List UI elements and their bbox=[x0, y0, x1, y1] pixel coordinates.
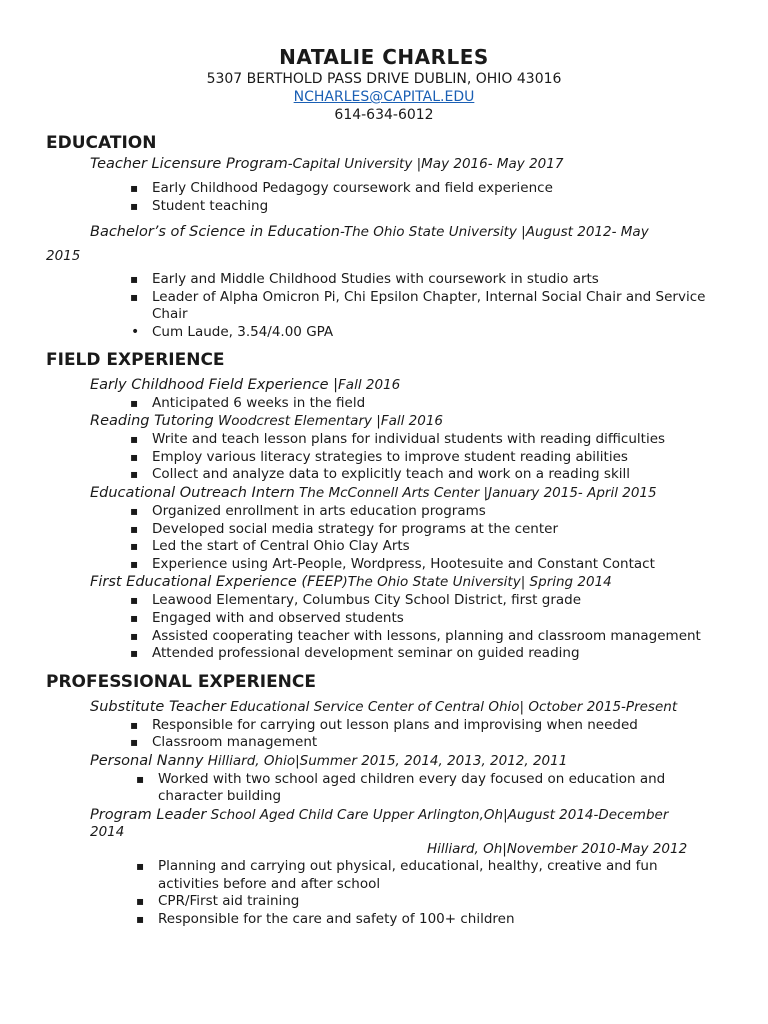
entry-heading bbox=[90, 155, 768, 174]
list-item: ▪ Experience using Art-People, Wordpress, Hootesuite and Constant Contact bbox=[152, 556, 768, 574]
list-item: ▪ Employ various literacy strategies to improve student reading abilities bbox=[152, 449, 768, 467]
entry-detail: The McConnell Arts Center |January 2015- April 2015 bbox=[294, 484, 657, 501]
list-item: ▪ Developed social media strategy for programs at the center bbox=[152, 521, 768, 539]
list-item: ▪ Early and Middle Childhood Studies with coursework in studio arts bbox=[152, 271, 768, 289]
bullet-list bbox=[0, 771, 768, 806]
entry-detail-wrap: 2014 bbox=[90, 824, 125, 841]
email-link[interactable]: NCHARLES@CAPITAL.EDU bbox=[293, 89, 475, 105]
entry-heading bbox=[90, 412, 768, 431]
resume-header bbox=[0, 0, 768, 124]
list-item: ▪ Collect and analyze data to explicitly teach and work on a reading skill bbox=[152, 466, 768, 484]
list-item: ▪ Anticipated 6 weeks in the field bbox=[152, 395, 768, 413]
section-title-education: EDUCATION bbox=[46, 133, 157, 153]
section-title-field-experience: FIELD EXPERIENCE bbox=[46, 349, 225, 370]
list-item: ▪ Organized enrollment in arts education programs bbox=[152, 503, 768, 521]
phone: 614-634-6012 bbox=[334, 107, 434, 123]
list-item: ▪ Worked with two school aged children every day focused on education and character building bbox=[158, 771, 768, 806]
entry-role: Teacher Licensure Program bbox=[90, 156, 288, 172]
section-title-professional-experience: PROFESSIONAL EXPERIENCE bbox=[46, 671, 316, 692]
entry-detail: Educational Service Center of Central Ohio| October 2015-Present bbox=[225, 698, 678, 715]
entry-role: Educational Outreach Intern bbox=[90, 484, 295, 501]
entry-detail: -The Ohio State University |August 2012- May bbox=[339, 224, 649, 241]
entry-heading bbox=[90, 573, 768, 592]
list-item: ▪ Early Childhood Pedagogy coursework and field experience bbox=[152, 180, 768, 198]
list-item: ▪ Assisted cooperating teacher with lessons, planning and classroom management bbox=[152, 628, 768, 646]
entry-detail: Fall 2016 bbox=[338, 376, 401, 393]
list-item: ▪ Engaged with and observed students bbox=[152, 610, 768, 628]
entry-role: Bachelor’s of Science in Education bbox=[90, 224, 340, 241]
entry-heading bbox=[90, 806, 768, 825]
bullet-list bbox=[0, 431, 768, 484]
address: 5307 BERTHOLD PASS DRIVE DUBLIN, OHIO 43016 bbox=[206, 71, 562, 87]
entry-role: Substitute Teacher bbox=[90, 698, 226, 715]
bullet-list bbox=[0, 395, 768, 413]
entry-role: First Educational Experience (FEEP bbox=[90, 574, 343, 591]
bullet-list bbox=[0, 503, 768, 573]
entry-detail-wrap: 2015 bbox=[46, 248, 81, 265]
bullet-list bbox=[0, 717, 768, 752]
bullet-list bbox=[0, 858, 768, 928]
list-item: ▪ CPR/First aid training bbox=[158, 893, 768, 911]
list-item: ▪ Classroom management bbox=[152, 734, 768, 752]
entry-heading bbox=[90, 223, 768, 242]
list-item: ▪ Student teaching bbox=[152, 198, 768, 216]
entry-detail: -Capital University |May 2016- May 2017 bbox=[287, 156, 564, 172]
list-item: ▪ Write and teach lesson plans for individual students with reading difficulties bbox=[152, 431, 768, 449]
entry-heading bbox=[90, 752, 768, 771]
entry-heading bbox=[90, 484, 768, 503]
entry-heading bbox=[90, 376, 768, 395]
list-item: ▪ Leawood Elementary, Columbus City School District, first grade bbox=[152, 592, 768, 610]
entry-detail: Hilliard, Ohio|Summer 2015, 2014, 2013, 2012, 2011 bbox=[203, 752, 568, 769]
list-item: ▪ Leader of Alpha Omicron Pi, Chi Epsilon Chapter, Internal Social Chair and Service Chair bbox=[152, 289, 768, 324]
entry-role: Personal Nanny bbox=[90, 752, 204, 769]
list-item: ▪ Responsible for carrying out lesson plans and improvising when needed bbox=[152, 717, 768, 735]
entry-role: Early Childhood Field Experience | bbox=[90, 376, 339, 393]
candidate-name: NATALIE CHARLES bbox=[279, 45, 489, 69]
list-item: ▪ Led the start of Central Ohio Clay Arts bbox=[152, 538, 768, 556]
list-item: ▪ Responsible for the care and safety of 100+ children bbox=[158, 911, 768, 929]
entry-detail-right: Hilliard, Oh|November 2010-May 2012 bbox=[427, 841, 688, 858]
entry-detail: Woodcrest Elementary |Fall 2016 bbox=[213, 413, 444, 430]
entry-role: Reading Tutoring bbox=[90, 413, 214, 430]
entry-detail: School Aged Child Care Upper Arlington,Oh|August 2014-December bbox=[206, 807, 669, 824]
list-item: ▪ Attended professional development seminar on guided reading bbox=[152, 645, 768, 663]
bullet-list bbox=[0, 271, 768, 341]
bullet-list bbox=[0, 592, 768, 662]
bullet-list bbox=[0, 180, 768, 215]
list-item: ▪ Planning and carrying out physical, educational, healthy, creative and fun activities before and after school bbox=[158, 858, 768, 893]
entry-detail: )The Ohio State University| Spring 2014 bbox=[342, 574, 612, 591]
entry-heading bbox=[90, 698, 768, 717]
entry-role: Program Leader bbox=[90, 807, 207, 824]
list-item: • Cum Laude, 3.54/4.00 GPA bbox=[152, 324, 768, 342]
